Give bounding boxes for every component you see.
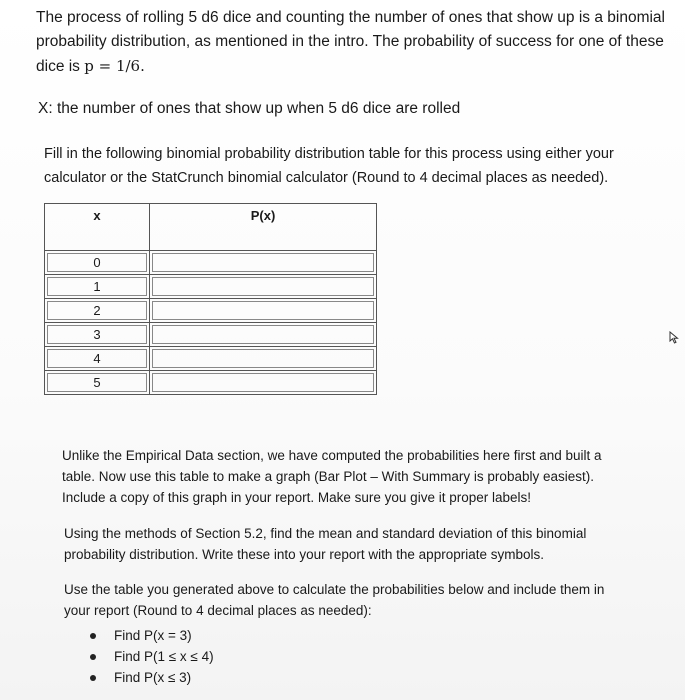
table-row — [45, 347, 377, 371]
bullet-icon — [90, 654, 96, 660]
intro-line-2: probability distribution, as mentioned in the intro. The probability of success for one of these — [36, 33, 664, 50]
px-value[interactable] — [152, 253, 374, 272]
table-cell-px[interactable] — [150, 299, 377, 323]
probability-of-success: p = 1/6. — [84, 57, 145, 75]
table-cell-x — [45, 251, 150, 275]
graph-instruction — [62, 445, 652, 508]
px-value[interactable] — [152, 277, 374, 296]
list-item — [90, 625, 214, 646]
list-item — [90, 667, 214, 688]
x-value: 1 — [47, 277, 147, 296]
table-row — [45, 251, 377, 275]
bullet-icon — [90, 675, 96, 681]
graph-instruction-line-3: Include a copy of this graph in your report. Make sure you give it proper labels! — [62, 490, 531, 505]
table-header-x: x — [45, 204, 150, 251]
intro-line-3-prefix: dice is — [36, 58, 85, 75]
list-item — [90, 646, 214, 667]
px-value[interactable] — [152, 373, 374, 392]
question-text: Find P(1 ≤ x ≤ 4) — [114, 649, 214, 664]
table-instruction-line-1: Fill in the following binomial probability distribution table for this process using either your — [44, 146, 614, 162]
table-row — [45, 275, 377, 299]
table-row — [45, 371, 377, 395]
graph-instruction-line-2: table. Now use this table to make a graph (Bar Plot – With Summary is probably easiest). — [62, 469, 594, 484]
table-cell-x — [45, 323, 150, 347]
mean-sd-instruction — [64, 523, 654, 565]
table-cell-px[interactable] — [150, 275, 377, 299]
probabilities-instruction — [64, 579, 654, 621]
intro-line-1: The process of rolling 5 d6 dice and counting the number of ones that show up is a binomial — [36, 9, 665, 26]
probability-questions-list — [90, 625, 214, 688]
x-value: 3 — [47, 325, 147, 344]
table-row — [45, 323, 377, 347]
table-header-row — [45, 204, 377, 251]
table-cell-x — [45, 299, 150, 323]
question-text: Find P(x ≤ 3) — [114, 670, 192, 685]
intro-line-3 — [36, 54, 676, 79]
probabilities-instruction-line-1: Use the table you generated above to calculate the probabilities below and include them in — [64, 582, 605, 597]
px-value[interactable] — [152, 325, 374, 344]
table-cell-x — [45, 275, 150, 299]
random-variable-definition: X: the number of ones that show up when 5 d6 dice are rolled — [38, 100, 461, 117]
table-cell-x — [45, 371, 150, 395]
x-value: 5 — [47, 373, 147, 392]
table-cell-px[interactable] — [150, 347, 377, 371]
bullet-icon — [90, 633, 96, 639]
graph-instruction-line-1: Unlike the Empirical Data section, we have computed the probabilities here first and built a — [62, 448, 602, 463]
binomial-distribution-table — [44, 203, 377, 395]
px-value[interactable] — [152, 301, 374, 320]
px-value[interactable] — [152, 349, 374, 368]
table-instruction-line-2: calculator or the StatCrunch binomial calculator (Round to 4 decimal places as needed). — [44, 170, 609, 186]
table-cell-px[interactable] — [150, 251, 377, 275]
table-header-px: P(x) — [150, 204, 377, 251]
x-value: 2 — [47, 301, 147, 320]
table-instruction — [44, 142, 664, 190]
table-row — [45, 299, 377, 323]
mean-sd-instruction-line-2: probability distribution. Write these into your report with the appropriate symbols. — [64, 547, 544, 562]
x-value: 4 — [47, 349, 147, 368]
cursor-icon — [669, 331, 679, 345]
probabilities-instruction-line-2: your report (Round to 4 decimal places as needed): — [64, 603, 372, 618]
table-cell-px[interactable] — [150, 323, 377, 347]
question-text: Find P(x = 3) — [114, 628, 192, 643]
mean-sd-instruction-line-1: Using the methods of Section 5.2, find the mean and standard deviation of this binomial — [64, 526, 587, 541]
intro-paragraph — [36, 6, 676, 79]
x-value: 0 — [47, 253, 147, 272]
table-cell-x — [45, 347, 150, 371]
table-cell-px[interactable] — [150, 371, 377, 395]
